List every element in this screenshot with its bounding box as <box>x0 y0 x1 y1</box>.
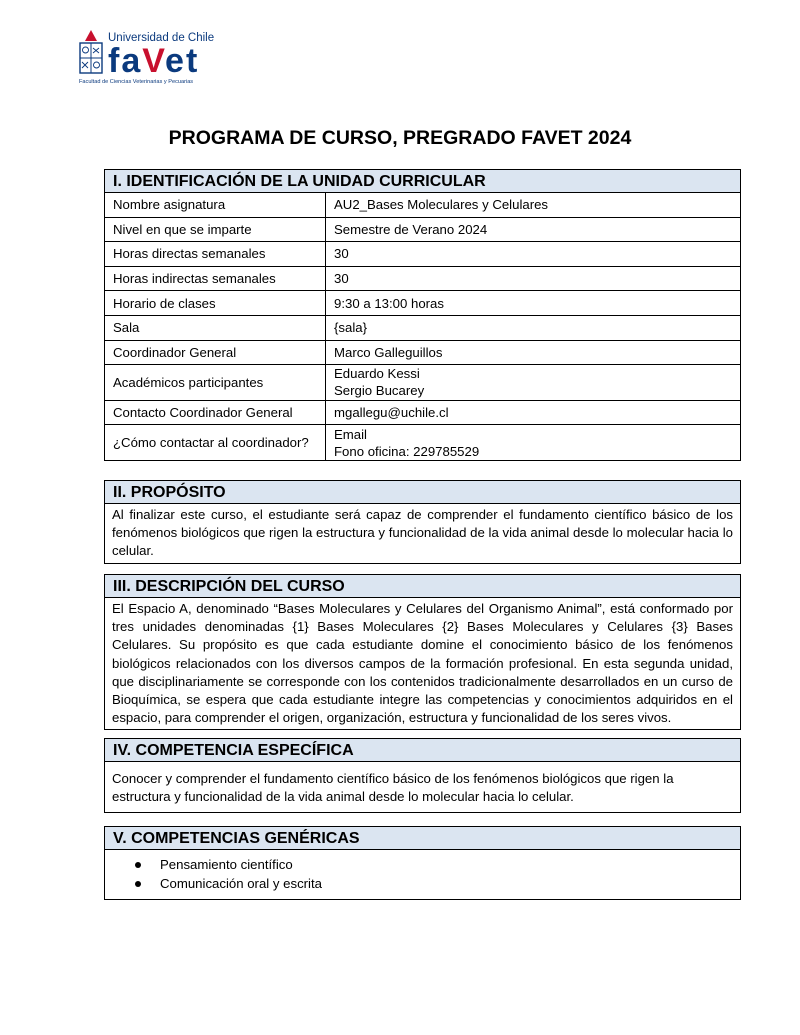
row-value-line: Marco Galleguillos <box>334 344 443 360</box>
generic-competencies-list <box>105 850 740 899</box>
table-row <box>105 425 740 460</box>
row-value <box>326 425 741 460</box>
row-label: Contacto Coordinador General <box>105 400 326 425</box>
row-value-line: AU2_Bases Moleculares y Celulares <box>334 197 549 213</box>
row-value-line: 30 <box>334 246 349 262</box>
proposito-text: Al finalizar este curso, el estudiante será capaz de comprender el fundamento científico básico de los fenómenos biológicos que rigen la estructura y funcionalidad de la vida animal desde lo molecular hacia lo celular. <box>112 507 733 559</box>
row-value <box>326 266 741 291</box>
row-value <box>326 400 741 425</box>
row-label: Nombre asignatura <box>105 193 326 217</box>
table-row <box>105 193 740 217</box>
table-row <box>105 400 740 425</box>
section-heading: III. DESCRIPCIÓN DEL CURSO <box>105 575 740 598</box>
wordmark-part: fa <box>108 42 143 80</box>
table-row <box>105 365 740 401</box>
section-proposito <box>104 480 741 564</box>
section-heading: II. PROPÓSITO <box>105 481 740 504</box>
table-row <box>105 266 740 291</box>
section-competencia-especifica <box>104 738 741 813</box>
row-value-line: Eduardo Kessi <box>334 366 420 382</box>
row-value-line: 30 <box>334 271 349 287</box>
identification-table <box>105 193 740 460</box>
section-heading: V. COMPETENCIAS GENÉRICAS <box>105 827 740 850</box>
row-label: ¿Cómo contactar al coordinador? <box>105 425 326 460</box>
list-item: Pensamiento científico <box>105 856 740 875</box>
table-row <box>105 291 740 316</box>
row-label: Coordinador General <box>105 340 326 365</box>
competencia-text: Conocer y comprender el fundamento científico básico de los fenómenos biológicos que rigen la estructura y funcionalidad de la vida animal desde lo molecular hacia lo celular. <box>112 771 674 805</box>
row-value <box>326 340 741 365</box>
descripcion-text: El Espacio A, denominado “Bases Moleculares y Celulares del Organismo Animal”, está conformado por tres unidades denominadas {1} Bases Moleculares {2} Bases Moleculares y Celulares {3} Bases Celulares. Su propósito es que cada estudiante domine el conocimiento básico de los fenómenos biológicos relacionados con los diversos campos de la formación profesional. En esta segunda unidad, que disciplinariamente se corresponde con los contenidos tradicionalmente desarrollados en un curso de Bioquímica, se espera que cada estudiante integre las competencias y conocimientos adquiridos en el espacio, para comprender el origen, organización, estructura y funcionalidad de los seres vivos. <box>112 601 733 726</box>
row-value <box>326 193 741 217</box>
wordmark-part: et <box>165 42 200 80</box>
row-label: Nivel en que se imparte <box>105 217 326 242</box>
table-row <box>105 340 740 365</box>
wordmark-v: V <box>142 42 166 80</box>
row-label: Académicos participantes <box>105 365 326 401</box>
section-heading: IV. COMPETENCIA ESPECÍFICA <box>105 739 740 762</box>
section-heading: I. IDENTIFICACIÓN DE LA UNIDAD CURRICULAR <box>105 170 740 193</box>
row-value-line: Sergio Bucarey <box>334 383 425 399</box>
row-value <box>326 365 741 401</box>
row-label: Horario de clases <box>105 291 326 316</box>
row-value-line: Email <box>334 426 367 442</box>
row-label: Horas directas semanales <box>105 242 326 267</box>
section-identificacion <box>104 169 741 461</box>
row-value-line: Semestre de Verano 2024 <box>334 221 488 237</box>
row-label: Sala <box>105 315 326 340</box>
row-value-line: mgallegu@uchile.cl <box>334 405 449 421</box>
table-row <box>105 217 740 242</box>
row-value-line: Fono oficina: 229785529 <box>334 443 480 459</box>
page-title: PROGRAMA DE CURSO, PREGRADO FAVET 2024 <box>168 127 632 149</box>
section-descripcion <box>104 574 741 730</box>
row-value <box>326 291 741 316</box>
table-row <box>105 242 740 267</box>
favet-wordmark <box>108 41 199 81</box>
row-label: Horas indirectas semanales <box>105 266 326 291</box>
row-value <box>326 217 741 242</box>
university-seal-icon <box>77 29 105 83</box>
university-name: Universidad de Chile <box>108 32 215 44</box>
faculty-name: Facultad de Ciencias Veterinarias y Pecuarias <box>79 79 194 85</box>
section-competencias-genericas <box>104 826 741 900</box>
row-value-line: 9:30 a 13:00 horas <box>334 295 444 311</box>
row-value <box>326 242 741 267</box>
table-row <box>105 315 740 340</box>
favet-logo <box>77 29 227 87</box>
row-value-line: {sala} <box>334 320 368 336</box>
list-item: Comunicación oral y escrita <box>105 875 740 894</box>
row-value <box>326 315 741 340</box>
